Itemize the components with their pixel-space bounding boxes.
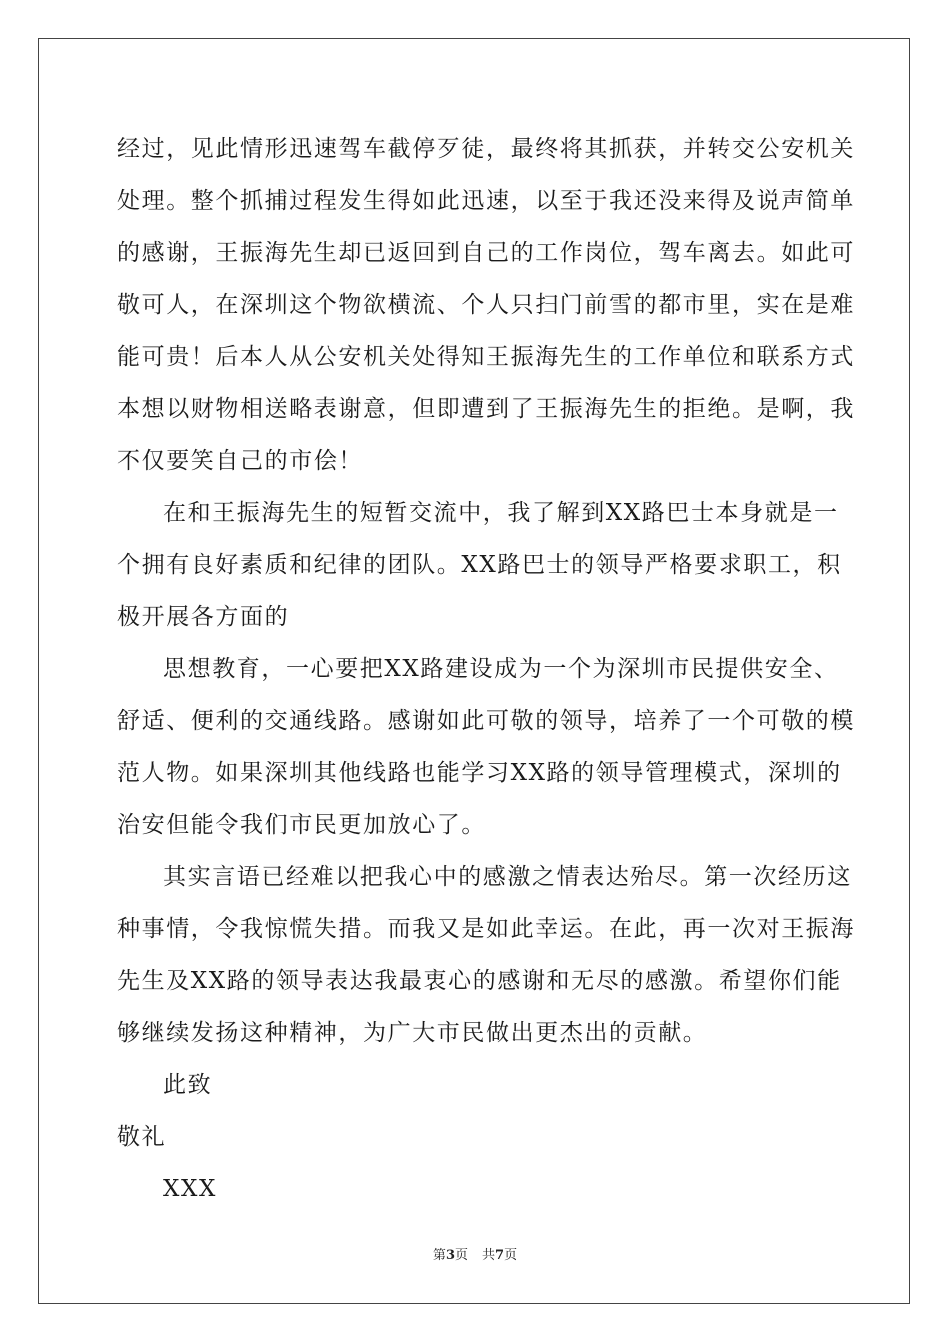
page-suffix: 页 <box>454 1248 468 1263</box>
text-line: 不仅要笑自己的市侩！ <box>117 448 363 474</box>
text-line: 先生及XX路的领导表达我最衷心的感谢和无尽的感激。希望你们能 <box>117 968 842 994</box>
text-line: 舒适、便利的交通线路。感谢如此可敬的领导，培养了一个可敬的模 <box>117 708 855 734</box>
paragraph-start-line: 其实言语已经难以把我心中的感激之情表达殆尽。第一次经历这 <box>163 864 852 890</box>
text-line: 种事情，令我惊慌失措。而我又是如此幸运。在此，再一次对王振海 <box>117 916 855 942</box>
total-suffix: 页 <box>504 1248 518 1263</box>
text-line: 治安但能令我们市民更加放心了。 <box>117 812 486 838</box>
text-line: 本想以财物相送略表谢意，但即遭到了王振海先生的拒绝。是啊，我 <box>117 396 855 422</box>
letter-body <box>117 123 855 1215</box>
signature: XXX <box>163 1176 217 1202</box>
page-footer <box>0 1247 950 1265</box>
text-line: 处理。整个抓捕过程发生得如此迅速，以至于我还没来得及说声简单 <box>117 188 855 214</box>
closing-salutation: 此致 <box>163 1072 213 1098</box>
text-line: 极开展各方面的 <box>117 604 290 630</box>
text-line: 能可贵！后本人从公安机关处得知王振海先生的工作单位和联系方式 <box>117 344 855 370</box>
closing-regards: 敬礼 <box>117 1124 167 1150</box>
text-line: 够继续发扬这种精神，为广大市民做出更杰出的贡献。 <box>117 1020 708 1046</box>
text-line: 个拥有良好素质和纪律的团队。XX路巴士的领导严格要求职工，积 <box>117 552 842 578</box>
paragraph-start-line: 在和王振海先生的短暂交流中，我了解到XX路巴士本身就是一 <box>163 500 839 526</box>
total-page-number: 7 <box>495 1248 505 1263</box>
text-line: 的感谢，王振海先生却已返回到自己的工作岗位，驾车离去。如此可 <box>117 240 855 266</box>
total-prefix: 共 <box>482 1248 496 1263</box>
paragraph-start-line: 思想教育，一心要把XX路建设成为一个为深圳市民提供安全、 <box>163 656 839 682</box>
text-line: 经过，见此情形迅速驾车截停歹徒，最终将其抓获，并转交公安机关 <box>117 136 855 162</box>
text-line: 敬可人，在深圳这个物欲横流、个人只扫门前雪的都市里，实在是难 <box>117 292 855 318</box>
page-prefix: 第 <box>432 1248 446 1263</box>
text-line: 范人物。如果深圳其他线路也能学习XX路的领导管理模式，深圳的 <box>117 760 842 786</box>
current-page-number: 3 <box>445 1248 455 1263</box>
